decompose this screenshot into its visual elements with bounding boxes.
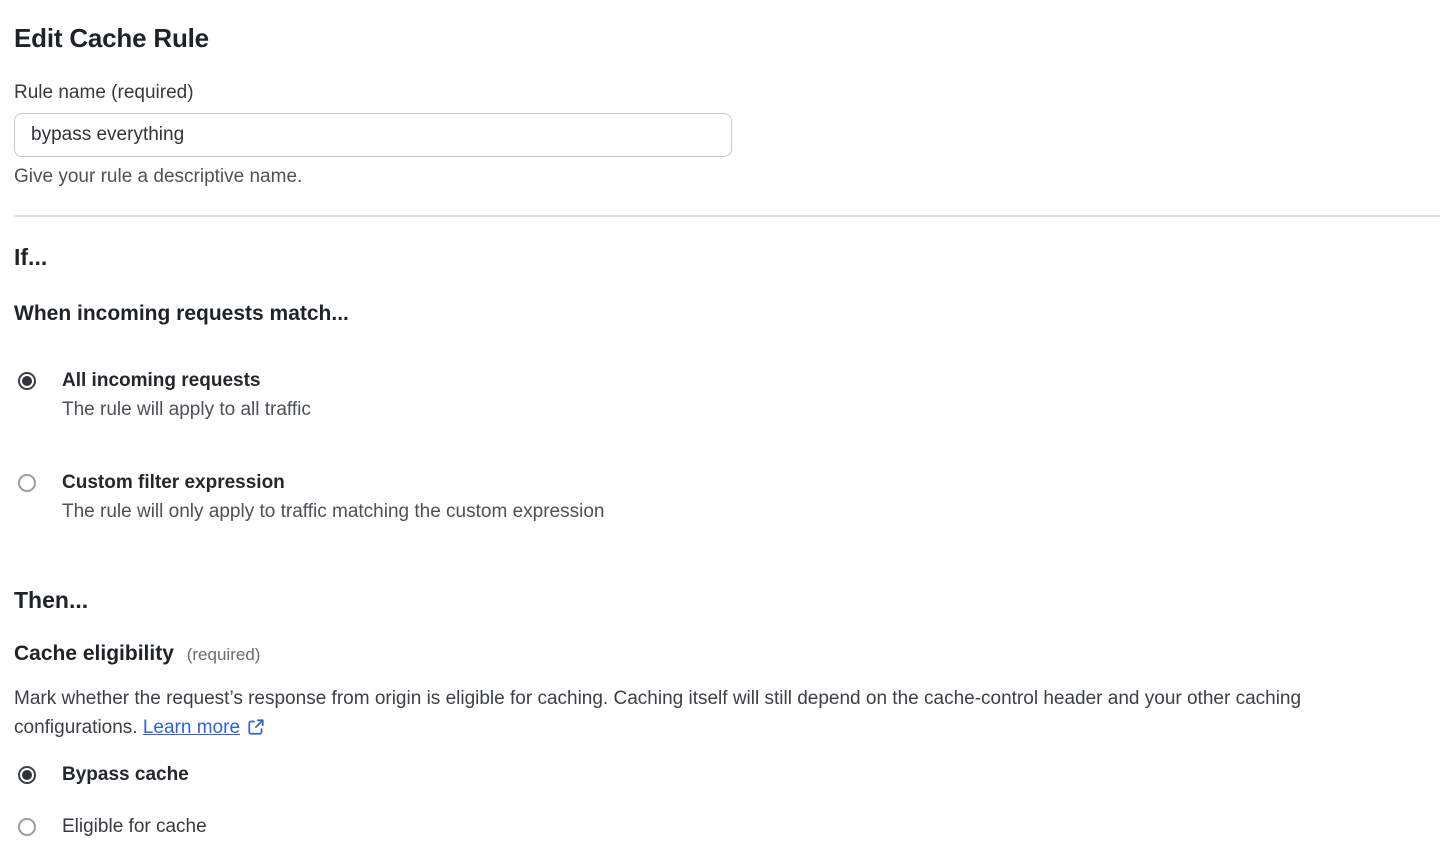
rule-name-label: Rule name (required) (14, 82, 194, 103)
radio-icon[interactable] (18, 766, 36, 784)
radio-option-label[interactable]: Eligible for cache (62, 816, 207, 837)
radio-option-label[interactable]: All incoming requests (62, 370, 261, 391)
match-subheading: When incoming requests match... (14, 302, 349, 325)
required-note: (required) (186, 645, 261, 664)
rule-name-input[interactable] (14, 113, 732, 157)
radio-option-label[interactable]: Bypass cache (62, 764, 189, 785)
external-link-icon[interactable] (247, 718, 265, 736)
radio-option-bypass-cache[interactable] (14, 763, 1440, 787)
radio-option-custom-filter-expression[interactable] (14, 471, 1440, 524)
learn-more-label[interactable]: Learn more (142, 717, 241, 738)
radio-icon[interactable] (18, 818, 36, 836)
page-title: Edit Cache Rule (14, 23, 209, 53)
cache-eligibility-row (14, 641, 1440, 668)
radio-option-all-incoming-requests[interactable] (14, 369, 1440, 422)
radio-option-eligible-for-cache[interactable] (14, 815, 1440, 839)
learn-more-link[interactable] (143, 717, 265, 738)
cache-eligibility-description (14, 684, 1364, 742)
radio-option-description: The rule will apply to all traffic (62, 399, 311, 420)
cache-eligibility-description-text: Mark whether the request’s response from origin is eligible for caching. Caching itself will still depend on the cache-control header and your other caching configurations. (14, 688, 1302, 738)
cache-eligibility-label: Cache eligibility (14, 642, 174, 665)
radio-icon[interactable] (18, 372, 36, 390)
radio-icon[interactable] (18, 474, 36, 492)
rule-name-help: Give your rule a descriptive name. (14, 166, 303, 187)
section-divider (14, 215, 1440, 217)
then-heading: Then... (14, 587, 89, 613)
if-heading: If... (14, 244, 48, 270)
radio-option-description: The rule will only apply to traffic matching the custom expression (62, 501, 605, 522)
radio-option-label[interactable]: Custom filter expression (62, 472, 285, 493)
